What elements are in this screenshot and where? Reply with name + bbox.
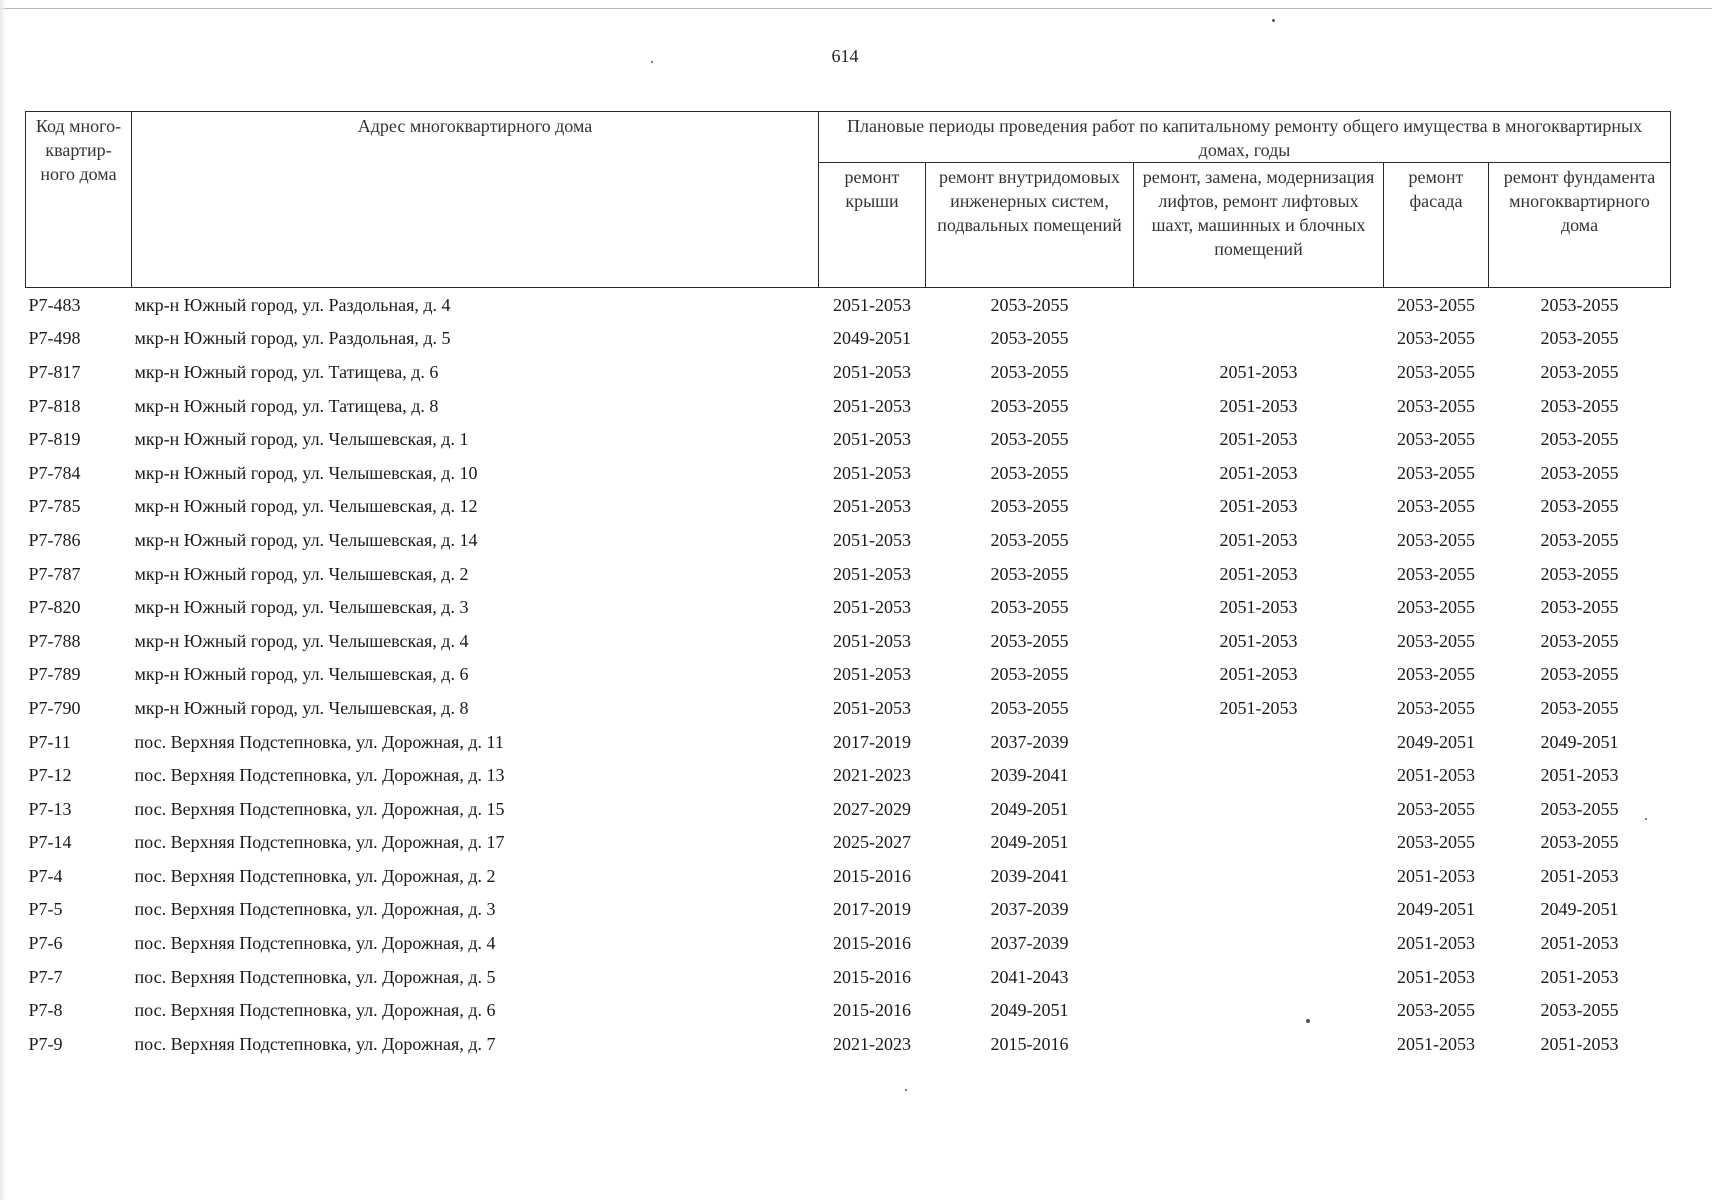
cell-engineering: 2053-2055 xyxy=(990,664,1069,685)
cell-address: мкр-н Южный город, ул. Челышевская, д. 8 xyxy=(134,697,469,718)
table-row xyxy=(26,456,1671,490)
cell-code: Р7-785 xyxy=(28,496,81,517)
cell-roof: 2015-2016 xyxy=(833,865,911,886)
cell-engineering: 2049-2051 xyxy=(990,832,1069,853)
cell-roof: 2027-2029 xyxy=(833,798,911,819)
cell-roof: 2051-2053 xyxy=(833,597,911,618)
cell-code: Р7-817 xyxy=(28,361,81,382)
cell-roof: 2051-2053 xyxy=(833,429,911,450)
cell-code: Р7-786 xyxy=(28,529,81,550)
cell-code: Р7-7 xyxy=(28,966,63,987)
cell-roof: 2051-2053 xyxy=(833,462,911,483)
cell-facade: 2051-2053 xyxy=(1397,966,1475,987)
table-row xyxy=(26,422,1671,456)
cell-address: мкр-н Южный город, ул. Раздольная, д. 4 xyxy=(134,294,451,315)
cell-engineering: 2053-2055 xyxy=(990,597,1069,618)
table-row xyxy=(26,389,1671,423)
cell-engineering: 2037-2039 xyxy=(990,933,1069,954)
header-periods-group: Плановые периоды проведения работ по капитальному ремонту общего имущества в многоквартирных домах, годы xyxy=(819,112,1671,163)
cell-code: Р7-4 xyxy=(28,865,63,886)
cell-address: мкр-н Южный город, ул. Челышевская, д. 10 xyxy=(134,462,478,483)
cell-engineering: 2053-2055 xyxy=(990,496,1069,517)
scan-speck xyxy=(651,61,653,63)
scan-edge-top xyxy=(0,8,1712,9)
cell-engineering: 2037-2039 xyxy=(990,731,1069,752)
cell-engineering: 2049-2051 xyxy=(990,798,1069,819)
cell-address: пос. Верхняя Подстепновка, ул. Дорожная, д. 13 xyxy=(134,765,505,786)
table-row xyxy=(26,1027,1671,1061)
cell-roof: 2021-2023 xyxy=(833,1033,911,1054)
cell-roof: 2051-2053 xyxy=(833,294,911,315)
cell-facade: 2051-2053 xyxy=(1397,1033,1475,1054)
cell-roof: 2017-2019 xyxy=(833,899,911,920)
cell-address: пос. Верхняя Подстепновка, ул. Дорожная, д. 7 xyxy=(134,1033,496,1054)
cell-address: пос. Верхняя Подстепновка, ул. Дорожная, д. 4 xyxy=(134,933,496,954)
cell-engineering: 2053-2055 xyxy=(990,462,1069,483)
cell-foundation: 2051-2053 xyxy=(1540,765,1619,786)
header-elevators: ремонт, замена, модернизация лифтов, ремонт лифтовых шахт, машинных и блочных помещений xyxy=(1134,163,1384,288)
cell-code: Р7-819 xyxy=(28,429,81,450)
cell-engineering: 2053-2055 xyxy=(990,328,1069,349)
table-row xyxy=(26,590,1671,624)
cell-facade: 2053-2055 xyxy=(1397,529,1475,550)
cell-code: Р7-6 xyxy=(28,933,63,954)
cell-roof: 2051-2053 xyxy=(833,563,911,584)
cell-engineering: 2053-2055 xyxy=(990,361,1069,382)
cell-elevators: 2051-2053 xyxy=(1219,630,1298,651)
cell-engineering: 2041-2043 xyxy=(990,966,1069,987)
cell-facade: 2053-2055 xyxy=(1397,462,1475,483)
table-row xyxy=(26,523,1671,557)
cell-roof: 2051-2053 xyxy=(833,664,911,685)
cell-facade: 2053-2055 xyxy=(1397,664,1475,685)
cell-elevators xyxy=(1134,288,1384,322)
cell-facade: 2053-2055 xyxy=(1397,328,1475,349)
scan-speck xyxy=(1272,19,1275,22)
table-row xyxy=(26,355,1671,389)
cell-facade: 2053-2055 xyxy=(1397,597,1475,618)
table-row xyxy=(26,859,1671,893)
cell-engineering: 2015-2016 xyxy=(990,1033,1069,1054)
cell-elevators xyxy=(1134,322,1384,356)
cell-roof: 2015-2016 xyxy=(833,933,911,954)
cell-foundation: 2053-2055 xyxy=(1540,597,1619,618)
cell-elevators: 2051-2053 xyxy=(1219,429,1298,450)
cell-engineering: 2039-2041 xyxy=(990,765,1069,786)
cell-code: Р7-14 xyxy=(28,832,72,853)
cell-foundation: 2053-2055 xyxy=(1540,496,1619,517)
table-row xyxy=(26,658,1671,692)
cell-address: мкр-н Южный город, ул. Челышевская, д. 2 xyxy=(134,563,469,584)
cell-address: пос. Верхняя Подстепновка, ул. Дорожная, д. 5 xyxy=(134,966,496,987)
cell-roof: 2051-2053 xyxy=(833,697,911,718)
cell-roof: 2051-2053 xyxy=(833,529,911,550)
table-row xyxy=(26,926,1671,960)
cell-address: пос. Верхняя Подстепновка, ул. Дорожная, д. 15 xyxy=(134,798,505,819)
scan-speck xyxy=(905,1089,907,1091)
cell-foundation: 2053-2055 xyxy=(1540,798,1619,819)
cell-facade: 2053-2055 xyxy=(1397,563,1475,584)
table-row xyxy=(26,826,1671,860)
cell-address: пос. Верхняя Подстепновка, ул. Дорожная, д. 11 xyxy=(134,731,504,752)
cell-address: пос. Верхняя Подстепновка, ул. Дорожная, д. 2 xyxy=(134,865,496,886)
cell-elevators xyxy=(1134,993,1384,1027)
cell-address: пос. Верхняя Подстепновка, ул. Дорожная, д. 6 xyxy=(134,1000,496,1021)
cell-code: Р7-789 xyxy=(28,664,81,685)
cell-address: мкр-н Южный город, ул. Челышевская, д. 3 xyxy=(134,597,469,618)
cell-engineering: 2053-2055 xyxy=(990,529,1069,550)
cell-code: Р7-5 xyxy=(28,899,63,920)
table-row xyxy=(26,960,1671,994)
cell-foundation: 2053-2055 xyxy=(1540,429,1619,450)
table-row xyxy=(26,725,1671,759)
cell-address: мкр-н Южный город, ул. Челышевская, д. 6 xyxy=(134,664,469,685)
cell-address: пос. Верхняя Подстепновка, ул. Дорожная, д. 3 xyxy=(134,899,496,920)
cell-elevators xyxy=(1134,792,1384,826)
table-row xyxy=(26,758,1671,792)
table-row xyxy=(26,893,1671,927)
cell-code: Р7-498 xyxy=(28,328,81,349)
cell-roof: 2017-2019 xyxy=(833,731,911,752)
cell-roof: 2051-2053 xyxy=(833,496,911,517)
cell-elevators: 2051-2053 xyxy=(1219,563,1298,584)
cell-engineering: 2053-2055 xyxy=(990,395,1069,416)
cell-elevators xyxy=(1134,859,1384,893)
header-facade: ремонт фасада xyxy=(1384,163,1489,288)
cell-code: Р7-13 xyxy=(28,798,72,819)
cell-foundation: 2051-2053 xyxy=(1540,966,1619,987)
cell-foundation: 2053-2055 xyxy=(1540,462,1619,483)
cell-code: Р7-818 xyxy=(28,395,81,416)
cell-foundation: 2053-2055 xyxy=(1540,1000,1619,1021)
cell-engineering: 2053-2055 xyxy=(990,294,1069,315)
cell-elevators: 2051-2053 xyxy=(1219,496,1298,517)
cell-facade: 2049-2051 xyxy=(1397,899,1475,920)
cell-elevators xyxy=(1134,725,1384,759)
cell-address: пос. Верхняя Подстепновка, ул. Дорожная, д. 17 xyxy=(134,832,505,853)
table-body xyxy=(26,288,1671,1061)
scan-speck xyxy=(1306,1019,1310,1023)
cell-facade: 2053-2055 xyxy=(1397,496,1475,517)
cell-facade: 2053-2055 xyxy=(1397,294,1475,315)
table-row xyxy=(26,993,1671,1027)
cell-elevators xyxy=(1134,893,1384,927)
cell-elevators: 2051-2053 xyxy=(1219,462,1298,483)
cell-elevators: 2051-2053 xyxy=(1219,395,1298,416)
cell-roof: 2051-2053 xyxy=(833,361,911,382)
cell-facade: 2053-2055 xyxy=(1397,1000,1475,1021)
cell-foundation: 2049-2051 xyxy=(1540,899,1619,920)
cell-engineering: 2049-2051 xyxy=(990,1000,1069,1021)
cell-facade: 2051-2053 xyxy=(1397,765,1475,786)
cell-elevators xyxy=(1134,1027,1384,1061)
cell-facade: 2053-2055 xyxy=(1397,697,1475,718)
cell-foundation: 2053-2055 xyxy=(1540,630,1619,651)
cell-roof: 2049-2051 xyxy=(833,328,911,349)
table-row xyxy=(26,288,1671,322)
capital-repair-table xyxy=(25,111,1671,1061)
cell-roof: 2021-2023 xyxy=(833,765,911,786)
page-number: 614 xyxy=(831,46,859,66)
cell-code: Р7-820 xyxy=(28,597,81,618)
header-code: Код много-квартир-ного дома xyxy=(26,112,132,288)
cell-foundation: 2051-2053 xyxy=(1540,865,1619,886)
cell-foundation: 2053-2055 xyxy=(1540,832,1619,853)
cell-facade: 2053-2055 xyxy=(1397,395,1475,416)
cell-address: мкр-н Южный город, ул. Челышевская, д. 14 xyxy=(134,529,478,550)
cell-foundation: 2053-2055 xyxy=(1540,529,1619,550)
cell-facade: 2049-2051 xyxy=(1397,731,1475,752)
cell-foundation: 2053-2055 xyxy=(1540,563,1619,584)
cell-elevators: 2051-2053 xyxy=(1219,529,1298,550)
cell-engineering: 2039-2041 xyxy=(990,865,1069,886)
cell-roof: 2051-2053 xyxy=(833,630,911,651)
cell-address: мкр-н Южный город, ул. Татищева, д. 6 xyxy=(134,361,439,382)
header-engineering: ремонт внутридомовых инженерных систем, подвальных помещений xyxy=(926,163,1134,288)
scan-speck xyxy=(1645,818,1647,820)
cell-engineering: 2053-2055 xyxy=(990,697,1069,718)
cell-facade: 2053-2055 xyxy=(1397,361,1475,382)
cell-elevators xyxy=(1134,960,1384,994)
cell-code: Р7-8 xyxy=(28,1000,63,1021)
cell-foundation: 2053-2055 xyxy=(1540,361,1619,382)
cell-address: мкр-н Южный город, ул. Челышевская, д. 4 xyxy=(134,630,469,651)
cell-facade: 2053-2055 xyxy=(1397,429,1475,450)
cell-foundation: 2049-2051 xyxy=(1540,731,1619,752)
cell-elevators xyxy=(1134,758,1384,792)
cell-address: мкр-н Южный город, ул. Челышевская, д. 1 xyxy=(134,429,469,450)
cell-facade: 2051-2053 xyxy=(1397,933,1475,954)
cell-facade: 2051-2053 xyxy=(1397,865,1475,886)
table-row xyxy=(26,322,1671,356)
cell-foundation: 2053-2055 xyxy=(1540,328,1619,349)
cell-code: Р7-784 xyxy=(28,462,81,483)
cell-elevators: 2051-2053 xyxy=(1219,664,1298,685)
cell-code: Р7-790 xyxy=(28,697,81,718)
table-row xyxy=(26,490,1671,524)
header-foundation: ремонт фундамента многоквартирного дома xyxy=(1489,163,1671,288)
cell-foundation: 2051-2053 xyxy=(1540,933,1619,954)
cell-roof: 2051-2053 xyxy=(833,395,911,416)
cell-code: Р7-787 xyxy=(28,563,81,584)
cell-engineering: 2053-2055 xyxy=(990,429,1069,450)
table-header xyxy=(26,112,1671,288)
cell-foundation: 2053-2055 xyxy=(1540,395,1619,416)
cell-foundation: 2053-2055 xyxy=(1540,294,1619,315)
cell-roof: 2015-2016 xyxy=(833,966,911,987)
header-roof: ремонт крыши xyxy=(819,163,926,288)
header-address: Адрес многоквартирного дома xyxy=(132,112,819,288)
cell-address: мкр-н Южный город, ул. Татищева, д. 8 xyxy=(134,395,439,416)
cell-elevators xyxy=(1134,826,1384,860)
scan-edge-left xyxy=(0,0,6,1200)
cell-code: Р7-788 xyxy=(28,630,81,651)
cell-elevators xyxy=(1134,926,1384,960)
cell-foundation: 2053-2055 xyxy=(1540,697,1619,718)
table-row xyxy=(26,792,1671,826)
cell-code: Р7-11 xyxy=(28,731,71,752)
cell-facade: 2053-2055 xyxy=(1397,832,1475,853)
cell-code: Р7-9 xyxy=(28,1033,63,1054)
cell-elevators: 2051-2053 xyxy=(1219,361,1298,382)
cell-facade: 2053-2055 xyxy=(1397,798,1475,819)
cell-engineering: 2053-2055 xyxy=(990,563,1069,584)
cell-engineering: 2053-2055 xyxy=(990,630,1069,651)
cell-roof: 2015-2016 xyxy=(833,1000,911,1021)
cell-foundation: 2051-2053 xyxy=(1540,1033,1619,1054)
cell-facade: 2053-2055 xyxy=(1397,630,1475,651)
cell-foundation: 2053-2055 xyxy=(1540,664,1619,685)
cell-elevators: 2051-2053 xyxy=(1219,697,1298,718)
cell-elevators: 2051-2053 xyxy=(1219,597,1298,618)
cell-address: мкр-н Южный город, ул. Раздольная, д. 5 xyxy=(134,328,451,349)
table-row xyxy=(26,624,1671,658)
cell-address: мкр-н Южный город, ул. Челышевская, д. 12 xyxy=(134,496,478,517)
cell-code: Р7-12 xyxy=(28,765,72,786)
cell-roof: 2025-2027 xyxy=(833,832,911,853)
table-row xyxy=(26,557,1671,591)
table-row xyxy=(26,691,1671,725)
cell-code: Р7-483 xyxy=(28,294,81,315)
cell-engineering: 2037-2039 xyxy=(990,899,1069,920)
